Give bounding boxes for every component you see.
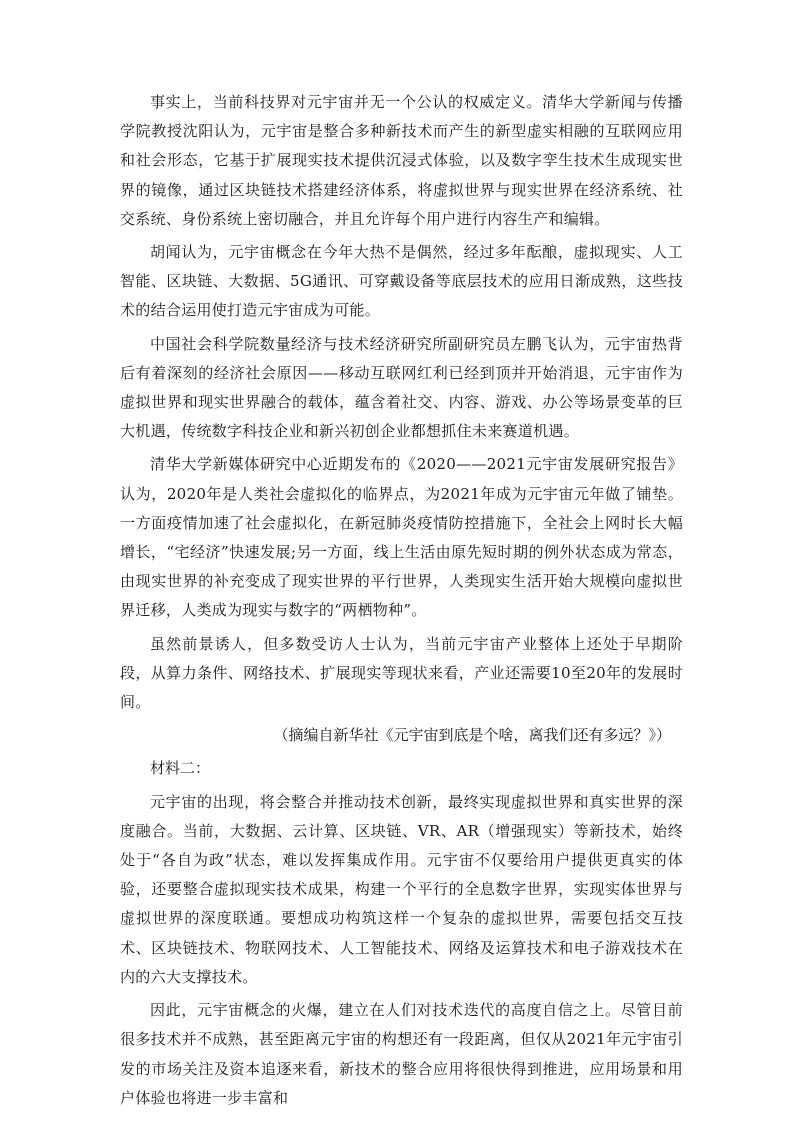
paragraph-report: 清华大学新媒体研究中心近期发布的《2020——2021元宇宙发展研究报告》认为，2020年是人类社会虚拟化的临界点，为2021年成为元宇宙元年做了铺垫。一方面疫情加速了社会虚拟化，在新冠肺炎疫情防控措施下，全社会上网时长大幅增长，“宅经济”快速发展;另一方面，线上生活由原先短时期的例外状态成为常态，由现实世界的补充变成了现实世界的平行世界，人类现实生活开始大规模向虚拟世界迁移，人类成为现实与数字的“两栖物种”。 <box>120 455 683 620</box>
material-two-heading: 材料二： <box>150 759 211 778</box>
paragraph-zuo-pengfei: 中国社会科学院数量经济与技术经济研究所副研究员左鹏飞认为，元宇宙热背后有着深刻的经济社会原因——移动互联网红利已经到顶并开始消退，元宇宙作为虚拟世界和现实世界融合的载体，蕴含着社交、内容、游戏、办公等场景变革的巨大机遇，传统数字科技企业和新兴初创企业都想抓住未来赛道机遇。 <box>120 334 683 441</box>
source-citation: （摘编自新华社《元宇宙到底是个啥，离我们还有多远？》） <box>273 726 671 745</box>
paragraph-outlook: 虽然前景诱人，但多数受访人士认为，当前元宇宙产业整体上还处于早期阶段，从算力条件、网络技术、扩展现实等现状来看，产业还需要10至20年的发展时间。 <box>120 634 683 712</box>
paragraph-definition: 事实上，当前科技界对元宇宙并无一个公认的权威定义。清华大学新闻与传播学院教授沈阳认为，元宇宙是整合多种新技术而产生的新型虚实相融的互联网应用和社会形态，它基于扩展现实技术提供沉浸式体验，以及数字孪生技术生成现实世界的镜像，通过区块链技术搭建经济体系，将虚拟世界与现实世界在经济系统、社交系统、身份系统上密切融合，并且允许每个用户进行内容生产和编辑。 <box>120 93 683 228</box>
document-page <box>120 88 683 1117</box>
paragraph-hu-wen: 胡闻认为，元宇宙概念在今年大热不是偶然，经过多年酝酿，虚拟现实、人工智能、区块链、大数据、5G通讯、可穿戴设备等底层技术的应用日渐成熟，这些技术的结合运用使打造元宇宙成为可能。 <box>120 243 683 320</box>
paragraph-integration: 元宇宙的出现，将会整合并推动技术创新，最终实现虚拟世界和真实世界的深度融合。当前，大数据、云计算、区块链、VR、AR（增强现实）等新技术，始终处于“各自为政”状态，难以发挥集成作用。元宇宙不仅要给用户提供更真实的体验，还要整合虚拟现实技术成果，构建一个平行的全息数字世界，实现实体世界与虚拟世界的深度联通。要想成功构筑这样一个复杂的虚拟世界，需要包括交互技术、区块链技术、物联网技术、人工智能技术、网络及运算技术和电子游戏技术在内的六大支撑技术。 <box>120 792 683 986</box>
paragraph-conclusion: 因此，元宇宙概念的火爆，建立在人们对技术迭代的高度自信之上。尽管目前很多技术并不成熟，甚至距离元宇宙的构想还有一段距离，但仅从2021年元宇宙引发的市场关注及资本追逐来看，新技术的整合应用将很快得到推进，应用场景和用户体验也将进一步丰富和 <box>120 1001 683 1107</box>
